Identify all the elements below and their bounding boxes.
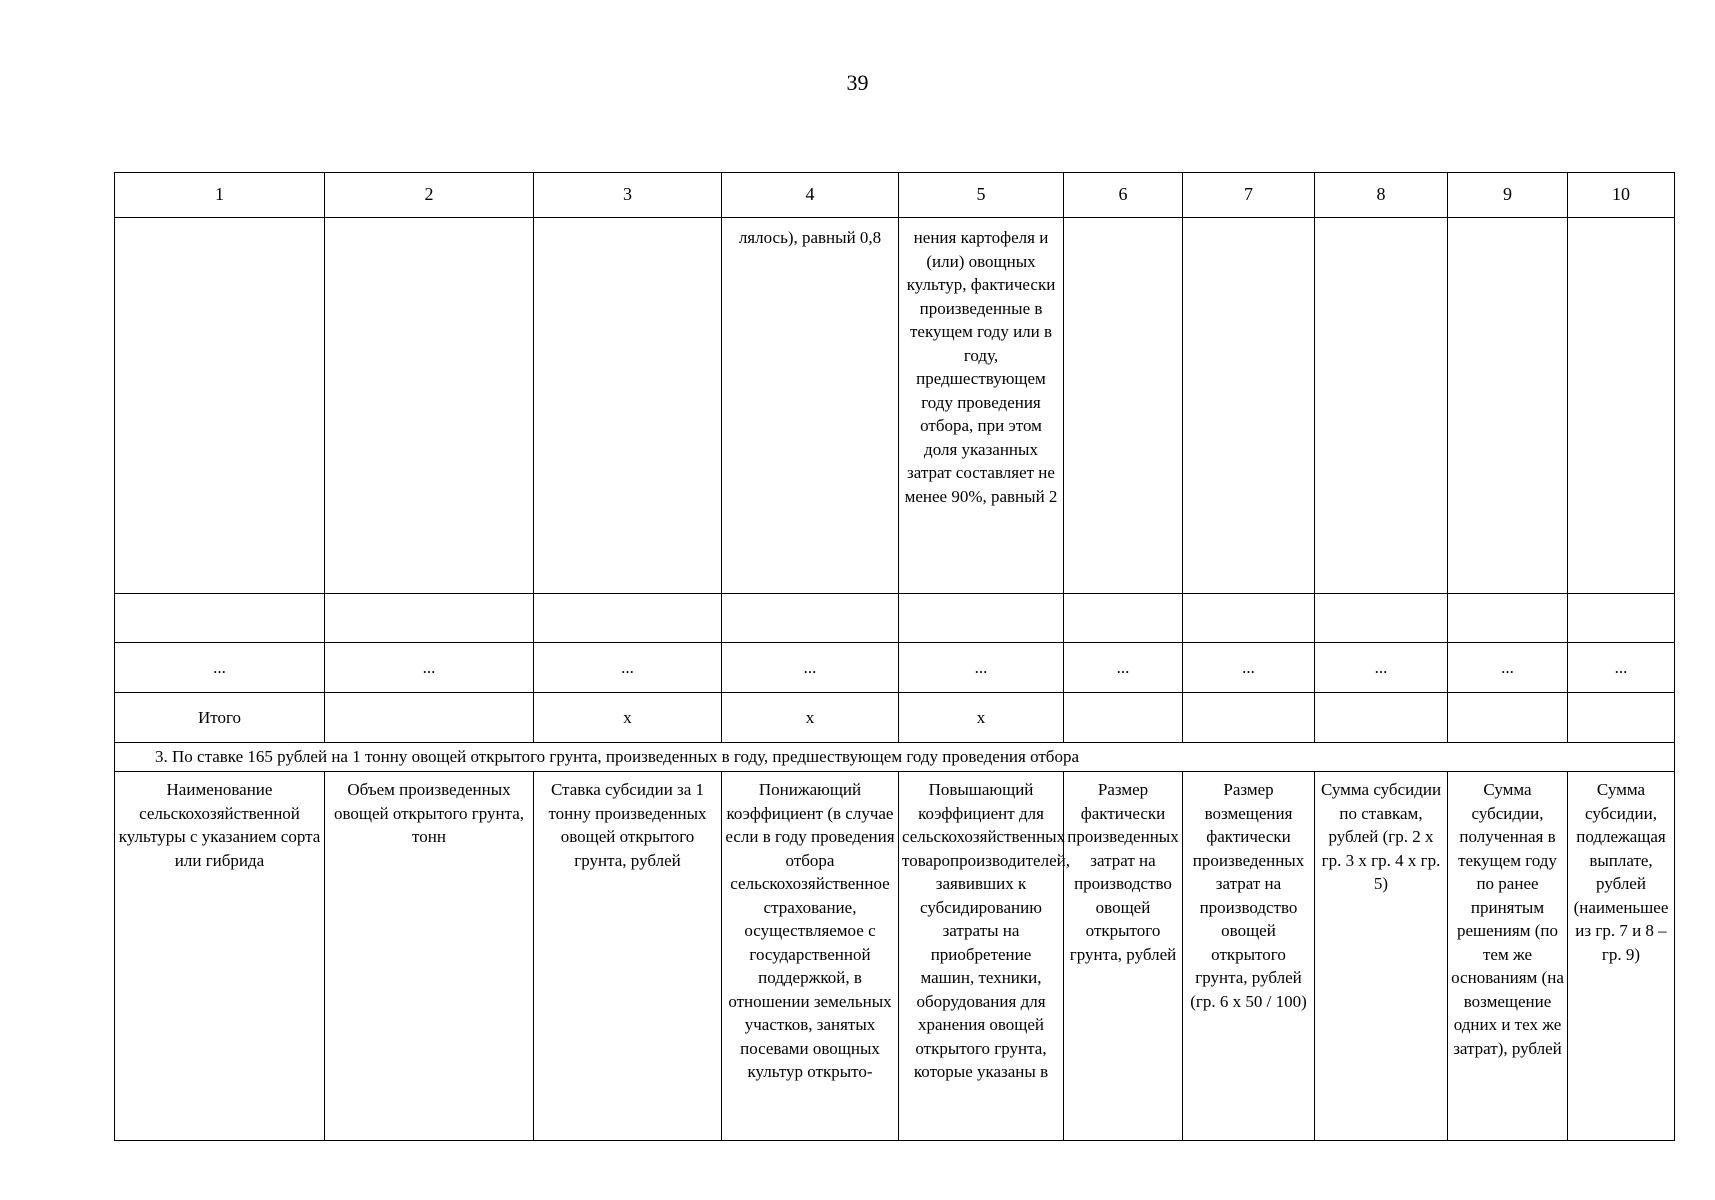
total-cell xyxy=(1568,693,1675,743)
ellipsis-cell: ... xyxy=(325,643,534,693)
column-header-reducing-coefficient: Понижающий коэффициент (в случае если в году проведения отбора сельскохозяйственное страхование, осуществляемое с государственной поддержкой, в отношении земельных участков, занятых посевами овощных культур открыто- xyxy=(722,772,899,1141)
column-number: 8 xyxy=(1315,173,1448,218)
column-header-increasing-coefficient: Повышающий коэффициент для сельскохозяйственных товаропроизводителей, заявивших к субсидированию затраты на приобретение машин, техники, оборудования для хранения овощей открытого грунта, которые указаны в xyxy=(899,772,1064,1141)
column-number: 10 xyxy=(1568,173,1675,218)
column-header-crop-name: Наименование сельскохозяйственной культуры с указанием сорта или гибрида xyxy=(115,772,325,1141)
total-cell xyxy=(1064,693,1183,743)
column-header-reimbursement: Размер возмещения фактически произведенных затрат на производство овощей открытого грунта, рублей (гр. 6 x 50 / 100) xyxy=(1183,772,1315,1141)
total-label: Итого xyxy=(115,693,325,743)
total-cell: x xyxy=(722,693,899,743)
page-number: 39 xyxy=(846,70,869,95)
column-header-actual-costs: Размер фактически произведенных затрат на производство овощей открытого грунта, рублей xyxy=(1064,772,1183,1141)
section-row xyxy=(115,743,1675,772)
empty-row xyxy=(115,594,1675,643)
table-cell xyxy=(115,218,325,594)
column-header-volume: Объем произведенных овощей открытого грунта, тонн xyxy=(325,772,534,1141)
ellipsis-cell: ... xyxy=(899,643,1064,693)
column-header-subsidy-by-rates: Сумма субсидии по ставкам, рублей (гр. 2 x гр. 3 x гр. 4 x гр. 5) xyxy=(1315,772,1448,1141)
total-cell xyxy=(1183,693,1315,743)
continued-text-col5: нения картофеля и (или) овощных культур, фактически произведенные в текущем году или в году, предшествующем году проведения отбора, при этом доля указанных затрат составляет не менее 90%, равный 2 xyxy=(899,218,1064,594)
column-number: 1 xyxy=(115,173,325,218)
ellipsis-cell: ... xyxy=(722,643,899,693)
column-header-subsidy-payable: Сумма субсидии, подлежащая выплате, рублей (наименьшее из гр. 7 и 8 – гр. 9) xyxy=(1568,772,1675,1141)
table-cell xyxy=(325,218,534,594)
ellipsis-row xyxy=(115,643,1675,693)
ellipsis-cell: ... xyxy=(1448,643,1568,693)
table-cell xyxy=(1315,218,1448,594)
table-cell xyxy=(1064,218,1183,594)
column-number: 2 xyxy=(325,173,534,218)
total-cell: x xyxy=(899,693,1064,743)
total-cell xyxy=(325,693,534,743)
table-cell xyxy=(115,594,325,643)
column-number: 5 xyxy=(899,173,1064,218)
table-cell xyxy=(1183,218,1315,594)
ellipsis-cell: ... xyxy=(534,643,722,693)
table-cell xyxy=(1568,594,1675,643)
total-cell xyxy=(1315,693,1448,743)
table-cell xyxy=(899,594,1064,643)
section-title: 3. По ставке 165 рублей на 1 тонну овощей открытого грунта, произведенных в году, предшествующем году проведения отбора xyxy=(115,743,1675,772)
column-number: 9 xyxy=(1448,173,1568,218)
table-cell xyxy=(534,218,722,594)
ellipsis-cell: ... xyxy=(1064,643,1183,693)
column-header-row xyxy=(115,772,1675,1141)
subsidy-table xyxy=(114,172,1675,1141)
column-number-row xyxy=(115,173,1675,218)
table-cell xyxy=(534,594,722,643)
ellipsis-cell: ... xyxy=(115,643,325,693)
column-header-subsidy-received: Сумма субсидии, полученная в текущем году по ранее принятым решениям (по тем же основаниям (на возмещение одних и тех же затрат), рублей xyxy=(1448,772,1568,1141)
column-number: 3 xyxy=(534,173,722,218)
table-cell xyxy=(1568,218,1675,594)
table-cell xyxy=(325,594,534,643)
table-cell xyxy=(1064,594,1183,643)
table-cell xyxy=(1183,594,1315,643)
table-cell xyxy=(1448,594,1568,643)
ellipsis-cell: ... xyxy=(1568,643,1675,693)
ellipsis-cell: ... xyxy=(1315,643,1448,693)
column-number: 7 xyxy=(1183,173,1315,218)
column-header-rate: Ставка субсидии за 1 тонну произведенных овощей открытого грунта, рублей xyxy=(534,772,722,1141)
ellipsis-cell: ... xyxy=(1183,643,1315,693)
continuation-row xyxy=(115,218,1675,594)
continued-text-col4: лялось), равный 0,8 xyxy=(722,218,899,594)
table-cell xyxy=(1315,594,1448,643)
total-cell xyxy=(1448,693,1568,743)
total-row xyxy=(115,693,1675,743)
column-number: 4 xyxy=(722,173,899,218)
total-cell: x xyxy=(534,693,722,743)
table-cell xyxy=(1448,218,1568,594)
column-number: 6 xyxy=(1064,173,1183,218)
table-cell xyxy=(722,594,899,643)
